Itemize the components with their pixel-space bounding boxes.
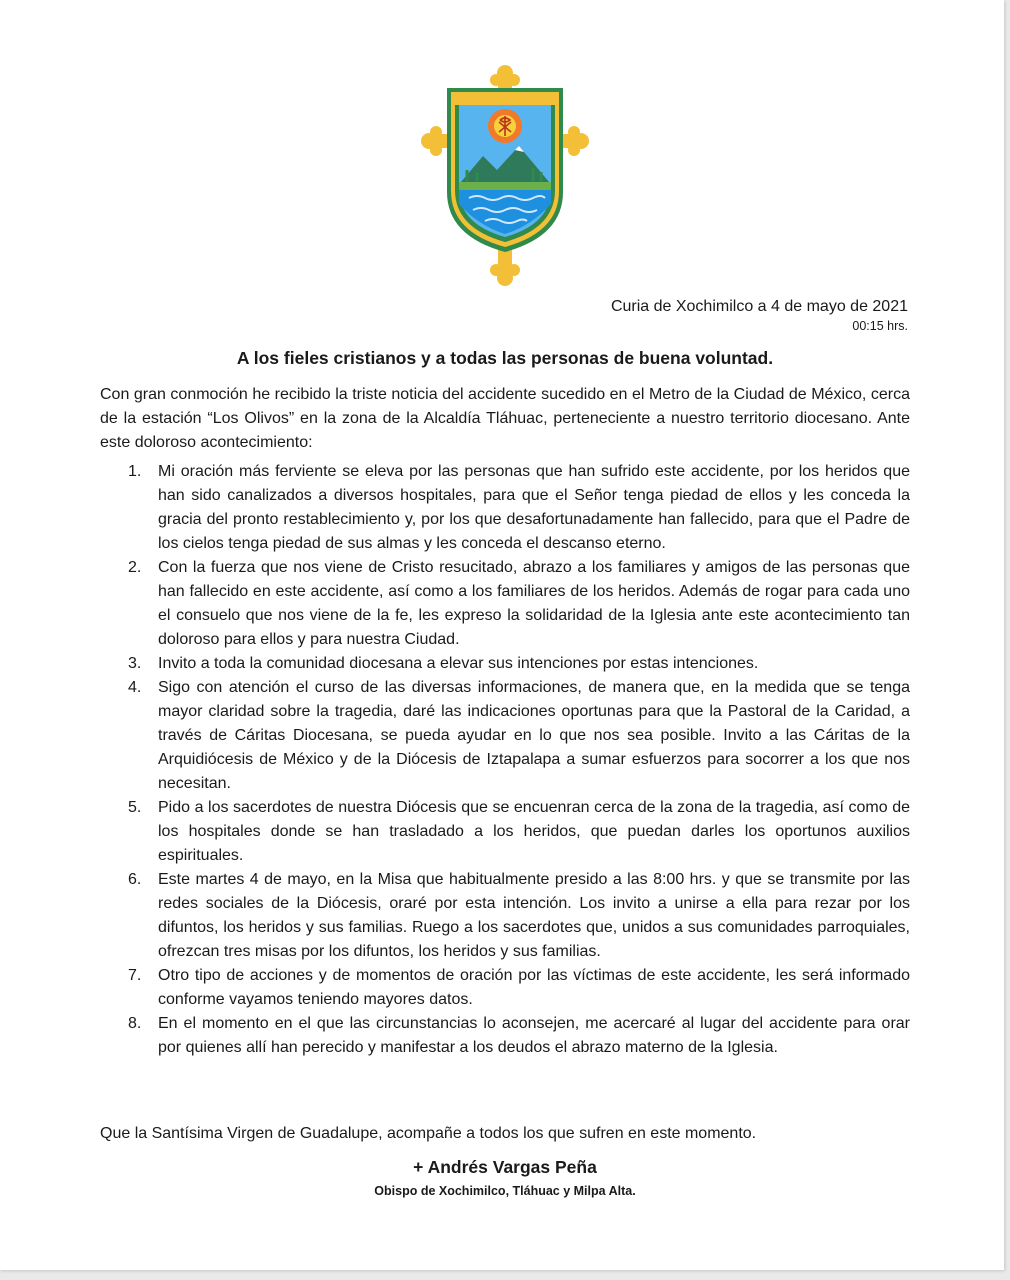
list-item-text: Mi oración más ferviente se eleva por las personas que han sufrido este accidente, por los heridos que han sido canalizados a diversos hospitales, para que el Señor tenga piedad de ellos y les conceda la gracia del pronto restablecimiento y, por los que desafortunadamente han fallecido, para que el Padre de los cielos tenga piedad de sus almas y les conceda el descanso eterno. (158, 463, 910, 552)
numbered-list (100, 460, 910, 1060)
diocese-crest-logo (421, 64, 589, 286)
list-item (100, 1012, 910, 1060)
list-item (100, 676, 910, 796)
list-item-number: 7. (128, 967, 142, 984)
list-item-number: 4. (128, 679, 142, 696)
time-line: 00:15 hrs. (852, 319, 908, 333)
date-line: Curia de Xochimilco a 4 de mayo de 2021 (610, 298, 908, 315)
intro-paragraph: Con gran conmoción he recibido la triste noticia del accidente sucedido en el Metro de la Ciudad de México, cerca de la estación “Los Olivos” en la zona de la Alcaldía Tláhuac, perteneciente a nuestro territorio diocesano. Ante este doloroso acontecimiento: (100, 386, 910, 451)
list-item-number: 1. (128, 463, 142, 480)
list-item (100, 652, 910, 676)
signature-name: + Andrés Vargas Peña (413, 1157, 597, 1177)
list-item-number: 2. (128, 559, 142, 576)
list-item-text: En el momento en el que las circunstancias lo aconsejen, me acercaré al lugar del accidente para orar por quienes allí han perecido y manifestar a los deudos el abrazo materno de la Iglesia. (158, 1015, 910, 1056)
letter-body (100, 383, 910, 1060)
signature-title: Obispo de Xochimilco, Tláhuac y Milpa Alta. (374, 1184, 636, 1198)
closing-line: Que la Santísima Virgen de Guadalupe, acompañe a todos los que sufren en este momento. (100, 1125, 757, 1142)
list-item (100, 556, 910, 652)
list-item-number: 3. (128, 655, 142, 672)
list-item (100, 796, 910, 868)
list-item-number: 6. (128, 871, 142, 888)
list-item-text: Otro tipo de acciones y de momentos de oración por las víctimas de este accidente, les será informado conforme vayamos teniendo mayores datos. (158, 967, 910, 1008)
list-item (100, 964, 910, 1012)
list-item-number: 5. (128, 799, 142, 816)
list-item-number: 8. (128, 1015, 142, 1032)
list-item-text: Pido a los sacerdotes de nuestra Diócesis que se encuenran cerca de la zona de la tragedia, así como de los hospitales donde se han trasladado a los heridos, que puedan darles los oportunos auxilios espirituales. (158, 799, 910, 864)
list-item-text: Sigo con atención el curso de las diversas informaciones, de manera que, en la medida que se tenga mayor claridad sobre la tragedia, daré las indicaciones oportunas para que la Pastoral de la Caridad, a través de Cáritas Diocesana, se pueda ayudar en lo que nos sea posible. Invito a las Cáritas de la Arquidiócesis de México y de la Diócesis de Iztapalapa a sumar esfuerzos para socorrer a los que nos necesitan. (158, 679, 910, 792)
list-item (100, 868, 910, 964)
list-item (100, 460, 910, 556)
letter-heading: A los fieles cristianos y a todas las personas de buena voluntad. (236, 348, 774, 368)
list-item-text: Invito a toda la comunidad diocesana a elevar sus intenciones por estas intenciones. (158, 655, 759, 672)
list-item-text: Con la fuerza que nos viene de Cristo resucitado, abrazo a los familiares y amigos de las personas que han fallecido en este accidente, así como a los familiares de los heridos. Además de rogar para cada uno el consuelo que nos viene de la fe, les expreso la solidaridad de la Iglesia ante este acontecimiento tan doloroso para ellos y para nuestra Ciudad. (158, 559, 910, 648)
list-item-text: Este martes 4 de mayo, en la Misa que habitualmente presido a las 8:00 hrs. y que se transmite por las redes sociales de la Diócesis, oraré por esta intención. Los invito a unirse a ella para rezar por los difuntos, los heridos y sus familias. Ruego a los sacerdotes que, unidos a sus comunidades parroquiales, ofrezcan tres misas por los difuntos, los heridos y sus familias. (158, 871, 910, 960)
